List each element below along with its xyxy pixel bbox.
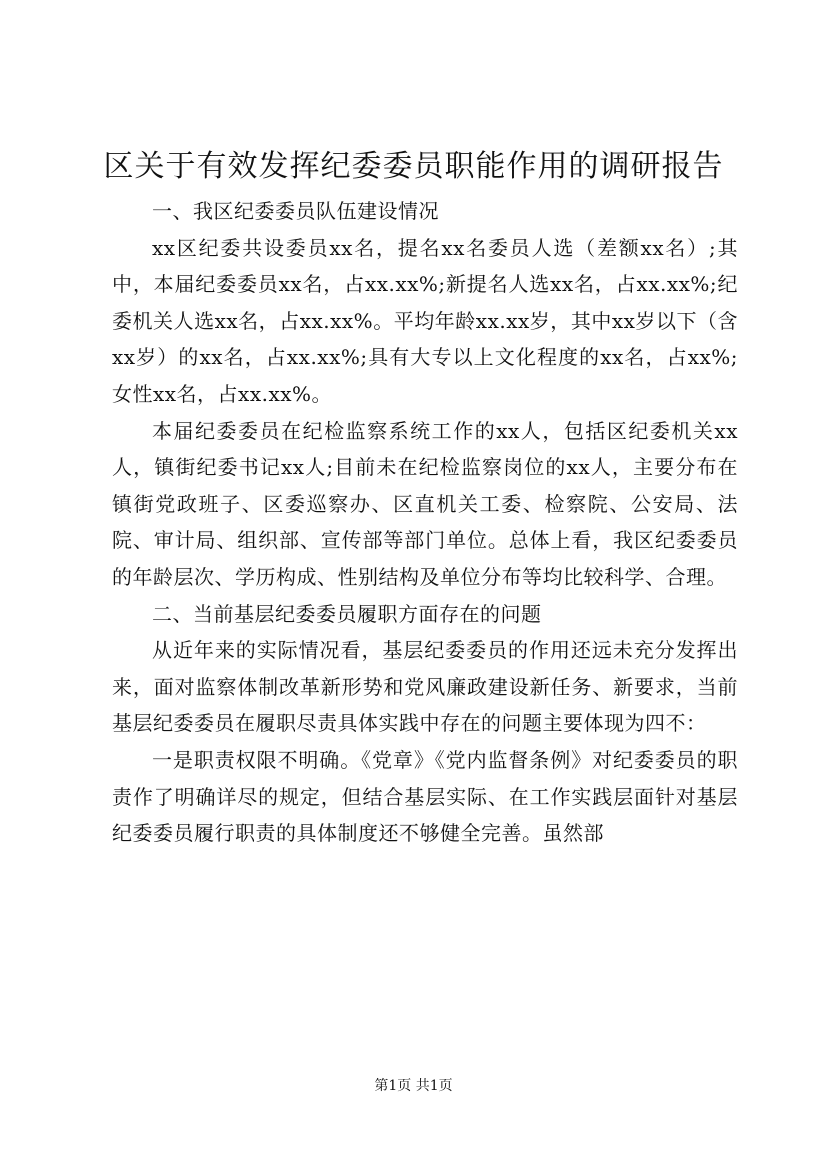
document-body <box>112 193 738 852</box>
paragraph: 从近年来的实际情况看，基层纪委委员的作用还远未充分发挥出来，面对监察体制改革新形势和党风廉政建设新任务、新要求，当前基层纪委委员在履职尽责具体实践中存在的问题主要体现为四不： <box>112 638 738 736</box>
paragraph: xx区纪委共设委员xx名，提名xx名委员人选（差额xx名）;其中，本届纪委委员xx名，占xx.xx%;新提名人选xx名，占xx.xx%;纪委机关人选xx名，占xx.xx%。平均年龄xx.xx岁，其中xx岁以下（含xx岁）的xx名，占xx.xx%;具有大专以上文化程度的xx名，占xx%;女性xx名，占xx.xx%。 <box>112 235 738 406</box>
section-heading-2: 二、当前基层纪委委员履职方面存在的问题 <box>152 601 542 626</box>
page-title: 区关于有效发挥纪委委员职能作用的调研报告 <box>103 149 724 184</box>
paragraph: 一是职责权限不明确。《党章》《党内监督条例》对纪委委员的职责作了明确详尽的规定，但结合基层实际、在工作实践层面针对基层纪委委员履行职责的具体制度还不够健全完善。虽然部 <box>112 747 738 846</box>
section-heading-1: 一、我区纪委委员队伍建设情况 <box>152 199 439 223</box>
page-footer: 第1页 共1页 <box>374 1078 453 1094</box>
paragraph: 本届纪委委员在纪检监察系统工作的xx人，包括区纪委机关xx人，镇街纪委书记xx人;目前未在纪检监察岗位的xx人，主要分布在镇街党政班子、区委巡察办、区直机关工委、检察院、公安局、法院、审计局、组织部、宣传部等部门单位。总体上看，我区纪委委员的年龄层次、学历构成、性别结构及单位分布等均比较科学、合理。 <box>112 418 738 589</box>
